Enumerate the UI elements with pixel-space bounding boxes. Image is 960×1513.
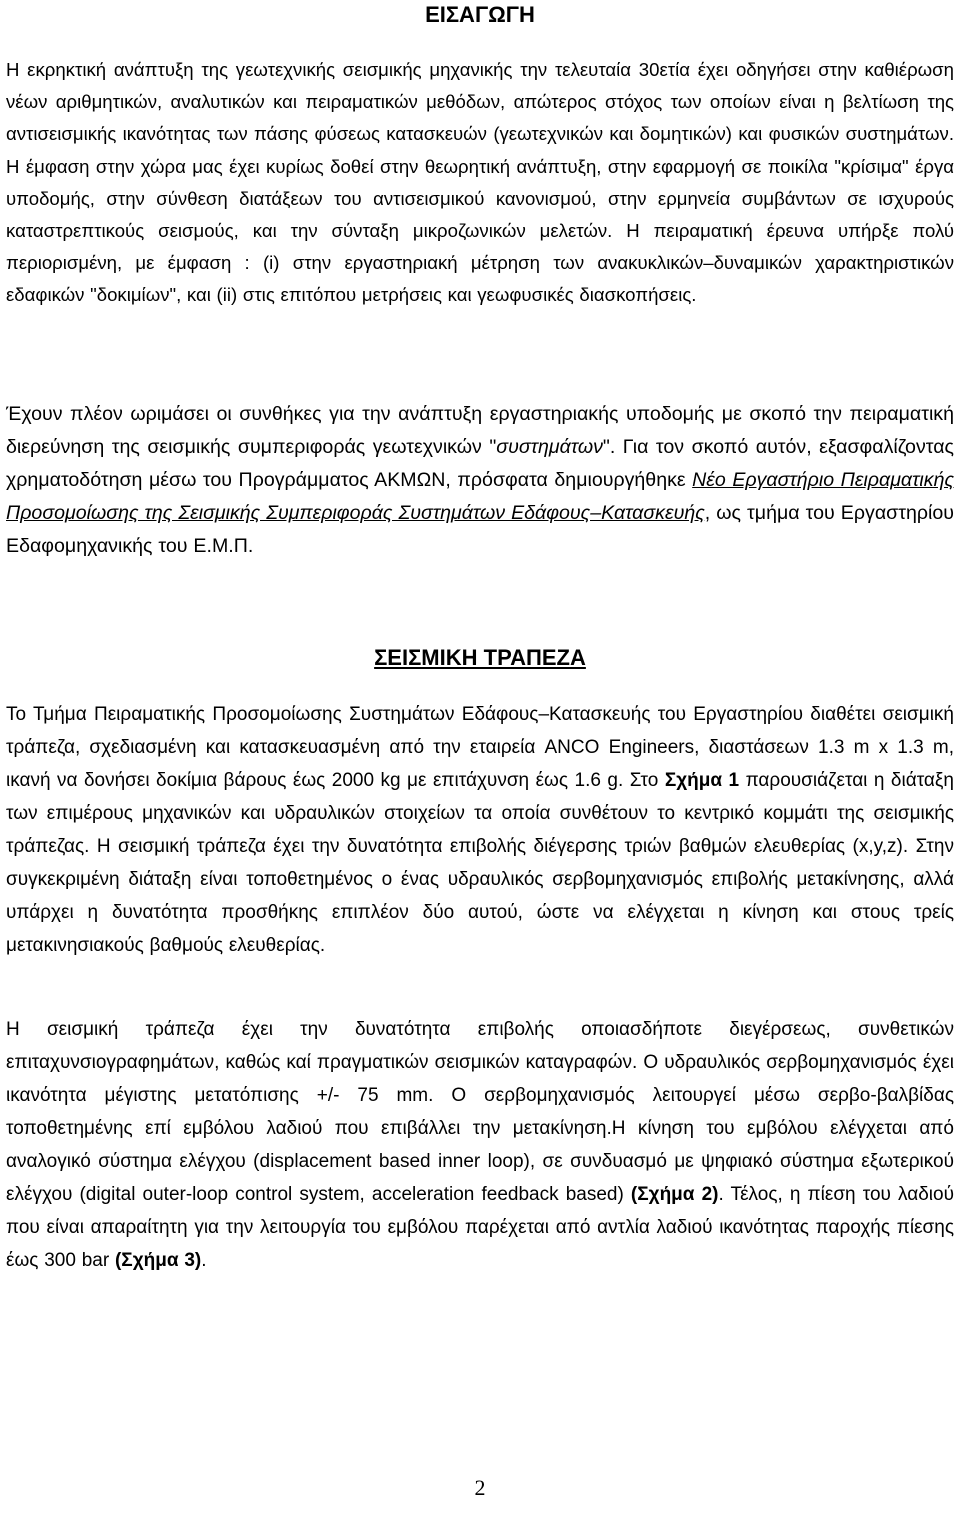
text-segment: , ως τμήμα του Εργαστηρίου Εδαφομηχανικής του Ε.Μ.Π.: [6, 502, 954, 557]
laboratory-name: Νέο Εργαστήριο Πειραματικής Προσομοίωσης της Σεισμικής Συμπεριφοράς Συστημάτων Εδάφους‒Κατασκευής: [6, 469, 954, 524]
text-segment: Η σεισμική τράπεζα έχει την δυνατότητα επιβολής οποιασδήποτε διεγέρσεως, συνθετικών επιταχυνσιογραφημάτων, καθώς καί πραγματικών σεισμικών καταγραφών. Ο υδραυλικός σερβομηχανισμός έχει ικανότητα μέγιστης μετατόπισης +/- 75 mm. Ο σερβομηχανισμός λειτουργεί μέσω σερβο-βαλβίδας τοποθετημένης επί εμβόλου λαδιού που επιβάλλει την μετακίνηση.Η κίνηση του εμβόλου ελέγχεται από αναλογικό σύστημα ελέγχου (displacement based inner loop), σε συνδυασμό με ψηφιακό σύστημα εξωτερικού ελέγχου (digital outer-loop control system, acceleration feedback based): [6, 1019, 954, 1205]
text-segment: Έχουν πλέον ωριμάσει οι συνθήκες για την ανάπτυξη εργαστηριακής υποδομής με σκοπό την πειραματική διερεύνηση της σεισμικής συμπεριφοράς γεωτεχνικών ": [6, 403, 954, 458]
text-segment: Το Τμήμα Πειραματικής Προσομοίωσης Συστημάτων Εδάφους‒Κατασκευής του Εργαστηρίου διαθέτει σεισμική τράπεζα, σχεδιασμένη και κατασκευασμένη από την εταιρεία ANCO Engineers, διαστάσεων 1.3 m x 1.3 m, ικανή να δονήσει δοκίμια βάρους έως 2000 kg με επιτάχυνση έως 1.6 g. Στο: [6, 704, 954, 791]
figure-reference-2: (Σχήμα 2): [630, 1184, 719, 1205]
text-segment: . Τέλος, η πίεση του λαδιού που είναι απαραίτητη για την λειτουργία του εμβόλου παρέχεται από αντλία λαδιού ικανότητας παροχής πίεσης έως 300 bar: [6, 1184, 954, 1271]
page-number: 2: [474, 1475, 486, 1500]
text-segment: ". Για τον σκοπό αυτόν, εξασφαλίζοντας χρηματοδότηση μέσω του Προγράμματος ΑΚΜΩΝ, πρόσφατα δημιουργήθηκε: [6, 436, 954, 491]
section-heading-introduction: ΕΙΣΑΓΩΓΗ: [425, 2, 535, 27]
figure-reference-1: Σχήμα 1: [664, 770, 740, 791]
section-heading-shaking-table: ΣΕΙΣΜΙΚΗ ΤΡΑΠΕΖΑ: [374, 645, 586, 670]
text-segment: .: [201, 1250, 207, 1271]
figure-reference-3: (Σχήμα 3): [114, 1250, 202, 1271]
paragraph-shaking-table-capabilities: [6, 1013, 954, 1277]
paragraph-introduction: Η εκρηκτική ανάπτυξη της γεωτεχνικής σεισμικής μηχανικής την τελευταία 30ετία έχει οδηγήσει στην καθιέρωση νέων αριθμητικών, αναλυτικών και πειραματικών μεθόδων, απώτερος στόχος των οποίων είναι η βελτίωση της αντισεισμικής ικανότητας των πάσης φύσεως κατασκευών (γεωτεχνικών και δομητικών) και φυσικών συστημάτων. Η έμφαση στην χώρα μας έχει κυρίως δοθεί στην θεωρητική ανάπτυξη, στην εφαρμογή σε ποικίλα "κρίσιμα" έργα υποδομής, στην σύνθεση διατάξεων του αντισεισμικού κανονισμού, στην ερμηνεία συμβάντων σε ισχυρούς καταστρεπτικούς σεισμούς, και την σύνταξη μικροζωνικών μελετών. Η πειραματική έρευνα υπήρξε πολύ περιορισμένη, με έμφαση : (i) στην εργαστηριακή μέτρηση των ανακυκλικών‒δυναμικών χαρακτηριστικών εδαφικών "δοκιμίων", και (ii) στις επιτόπου μετρήσεις και γεωφυσικές διασκοπήσεις.: [6, 59, 954, 306]
text-segment: παρουσιάζεται η διάταξη των επιμέρους μηχανικών και υδραυλικών στοιχείων τα οποία συνθέτουν το κεντρικό κομμάτι της σεισμικής τράπεζας. Η σεισμική τράπεζα έχει την δυνατότητα επιβολής διέγερσης τριών βαθμών ελευθερίας (x,y,z). Στην συγκεκριμένη διάταξη είναι τοποθετημένος ο ένας υδραυλικός σερβομηχανισμός επιβολής μετακίνησης, αλλά υπάρχει η δυνατότητα προσθήκης επιπλέον δύο αυτού, ώστε να ελέγχεται η κίνηση και στους τρείς μετακινησιακούς βαθμούς ελευθερίας.: [6, 770, 954, 956]
paragraph-shaking-table-description: [6, 698, 954, 962]
italic-term-systems: συστημάτων: [496, 436, 603, 458]
paragraph-new-laboratory: [6, 398, 954, 563]
